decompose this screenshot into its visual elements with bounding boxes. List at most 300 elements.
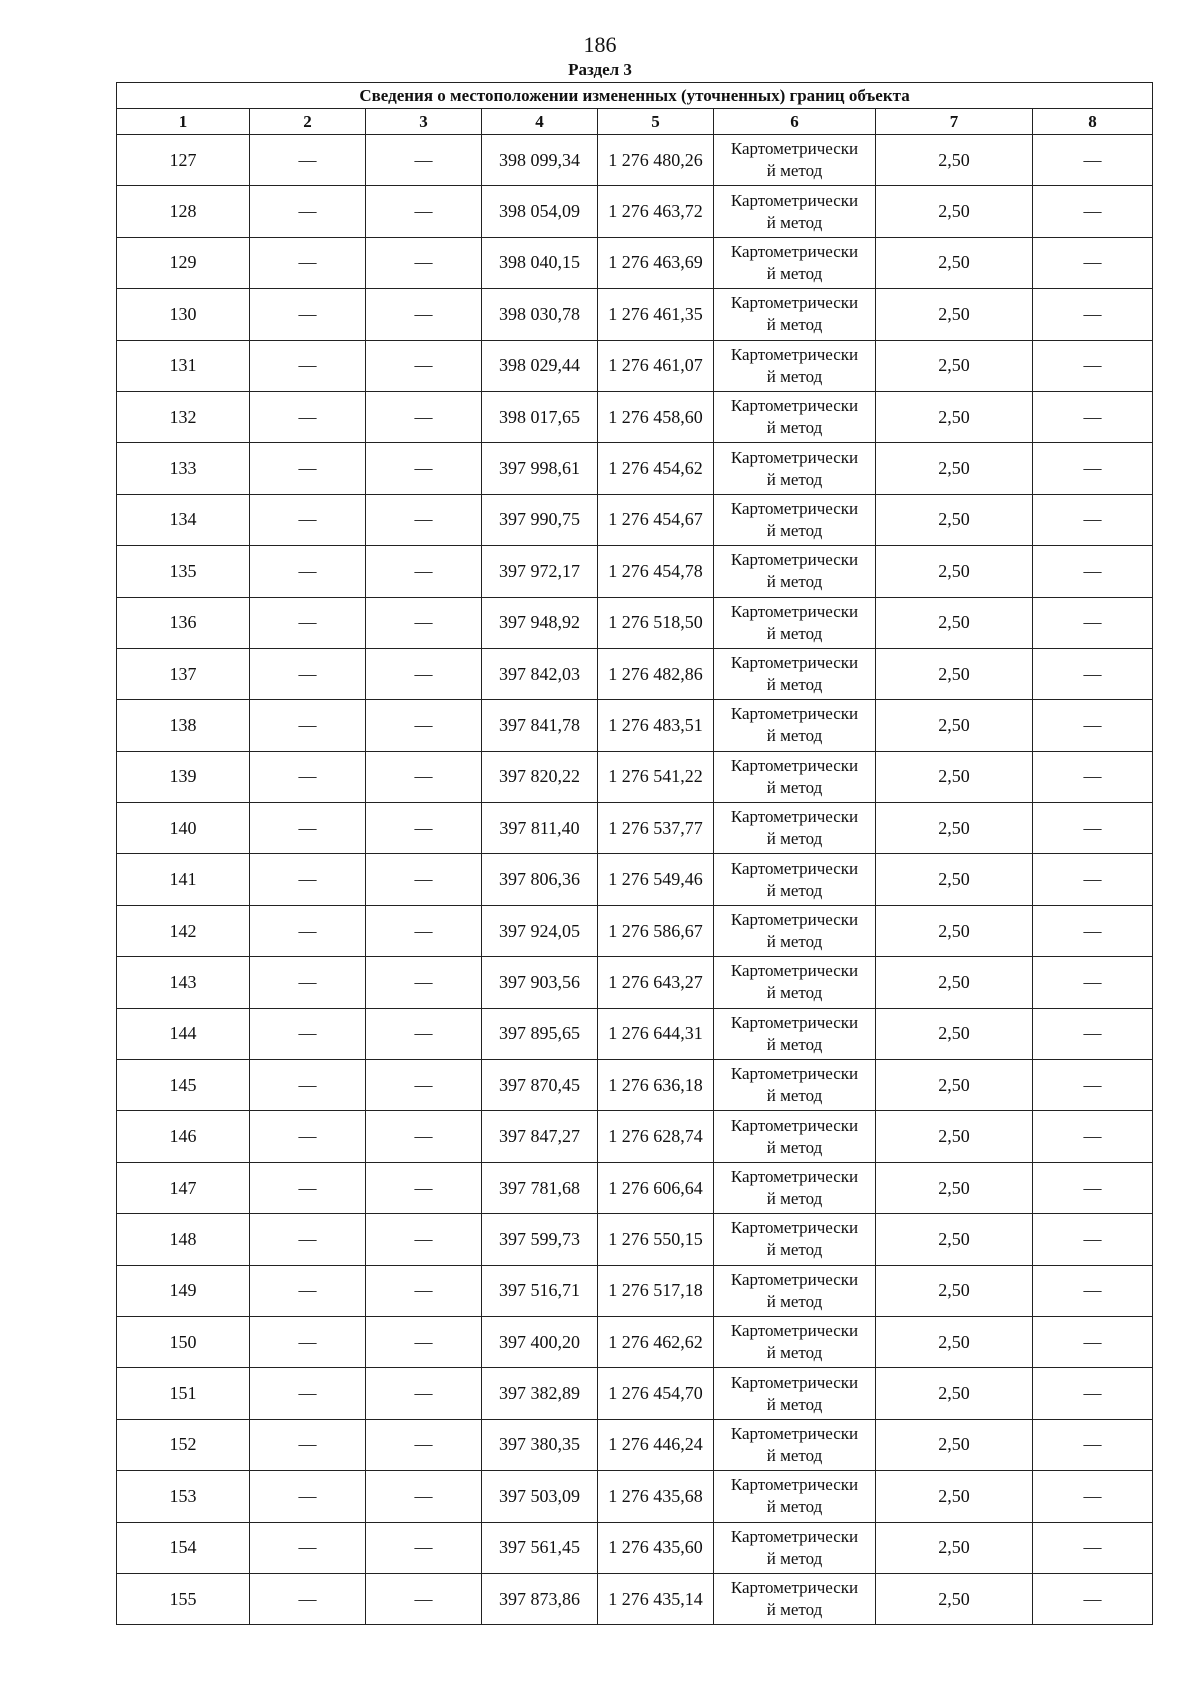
x-coordinate-cell: 397 841,78 bbox=[482, 700, 598, 751]
y-coordinate-cell: 1 276 636,18 bbox=[598, 1060, 714, 1111]
table-row bbox=[117, 391, 1153, 442]
y-coordinate-cell: 1 276 644,31 bbox=[598, 1008, 714, 1059]
method-text-line: Картометрически bbox=[730, 550, 859, 570]
method-cell bbox=[714, 494, 876, 545]
column-8-cell: — bbox=[1033, 597, 1153, 648]
column-3-cell: — bbox=[366, 1060, 482, 1111]
table-row bbox=[117, 135, 1153, 186]
column-8-cell: — bbox=[1033, 957, 1153, 1008]
column-number: 6 bbox=[714, 109, 876, 135]
page-number: 186 bbox=[583, 32, 617, 57]
table-caption-row bbox=[117, 83, 1153, 109]
column-2-cell: — bbox=[250, 1214, 366, 1265]
column-8-cell: — bbox=[1033, 494, 1153, 545]
x-coordinate-cell: 397 870,45 bbox=[482, 1060, 598, 1111]
y-coordinate-cell: 1 276 537,77 bbox=[598, 803, 714, 854]
point-number-cell: 141 bbox=[117, 854, 250, 905]
column-2-cell: — bbox=[250, 1060, 366, 1111]
method-cell bbox=[714, 1214, 876, 1265]
column-8-cell: — bbox=[1033, 1573, 1153, 1624]
point-number-cell: 132 bbox=[117, 391, 250, 442]
column-2-cell: — bbox=[250, 1471, 366, 1522]
column-3-cell: — bbox=[366, 1368, 482, 1419]
table-row bbox=[117, 1522, 1153, 1573]
point-number-cell: 139 bbox=[117, 751, 250, 802]
accuracy-cell: 2,50 bbox=[876, 1419, 1033, 1470]
y-coordinate-cell: 1 276 483,51 bbox=[598, 700, 714, 751]
method-cell bbox=[714, 1573, 876, 1624]
method-text-line: й метод bbox=[766, 161, 823, 181]
point-number-cell: 128 bbox=[117, 186, 250, 237]
accuracy-cell: 2,50 bbox=[876, 1522, 1033, 1573]
column-8-cell: — bbox=[1033, 289, 1153, 340]
method-cell bbox=[714, 803, 876, 854]
column-3-cell: — bbox=[366, 751, 482, 802]
method-text-line: Картометрически bbox=[730, 704, 859, 724]
y-coordinate-cell: 1 276 550,15 bbox=[598, 1214, 714, 1265]
column-2-cell: — bbox=[250, 1573, 366, 1624]
table-row bbox=[117, 186, 1153, 237]
method-text-line: Картометрически bbox=[730, 1012, 859, 1032]
y-coordinate-cell: 1 276 518,50 bbox=[598, 597, 714, 648]
column-8-cell: — bbox=[1033, 1008, 1153, 1059]
method-cell bbox=[714, 905, 876, 956]
method-cell bbox=[714, 135, 876, 186]
method-text-line: й метод bbox=[766, 623, 823, 643]
method-text-line: Картометрически bbox=[730, 1475, 859, 1495]
x-coordinate-cell: 397 400,20 bbox=[482, 1316, 598, 1367]
point-number-cell: 150 bbox=[117, 1316, 250, 1367]
method-cell bbox=[714, 1316, 876, 1367]
y-coordinate-cell: 1 276 628,74 bbox=[598, 1111, 714, 1162]
column-3-cell: — bbox=[366, 340, 482, 391]
column-8-cell: — bbox=[1033, 340, 1153, 391]
point-number-cell: 127 bbox=[117, 135, 250, 186]
column-2-cell: — bbox=[250, 237, 366, 288]
column-3-cell: — bbox=[366, 1316, 482, 1367]
accuracy-cell: 2,50 bbox=[876, 957, 1033, 1008]
method-text-line: Картометрически bbox=[730, 396, 859, 416]
x-coordinate-cell: 397 820,22 bbox=[482, 751, 598, 802]
column-3-cell: — bbox=[366, 237, 482, 288]
column-3-cell: — bbox=[366, 905, 482, 956]
column-3-cell: — bbox=[366, 135, 482, 186]
column-8-cell: — bbox=[1033, 1419, 1153, 1470]
table-row bbox=[117, 237, 1153, 288]
table-row bbox=[117, 1316, 1153, 1367]
y-coordinate-cell: 1 276 541,22 bbox=[598, 751, 714, 802]
x-coordinate-cell: 398 040,15 bbox=[482, 237, 598, 288]
method-text-line: Картометрически bbox=[730, 1115, 859, 1135]
column-3-cell: — bbox=[366, 186, 482, 237]
table-row bbox=[117, 1419, 1153, 1470]
column-8-cell: — bbox=[1033, 1471, 1153, 1522]
accuracy-cell: 2,50 bbox=[876, 648, 1033, 699]
column-8-cell: — bbox=[1033, 1368, 1153, 1419]
x-coordinate-cell: 397 895,65 bbox=[482, 1008, 598, 1059]
column-3-cell: — bbox=[366, 854, 482, 905]
x-coordinate-cell: 398 029,44 bbox=[482, 340, 598, 391]
method-text-line: Картометрически bbox=[730, 1269, 859, 1289]
method-cell bbox=[714, 391, 876, 442]
column-8-cell: — bbox=[1033, 135, 1153, 186]
accuracy-cell: 2,50 bbox=[876, 237, 1033, 288]
method-text-line: Картометрически bbox=[730, 755, 859, 775]
method-text-line: Картометрически bbox=[730, 601, 859, 621]
table-row bbox=[117, 1060, 1153, 1111]
method-text-line: Картометрически bbox=[730, 653, 859, 673]
point-number-cell: 131 bbox=[117, 340, 250, 391]
column-3-cell: — bbox=[366, 1214, 482, 1265]
method-text-line: Картометрически bbox=[730, 1423, 859, 1443]
column-3-cell: — bbox=[366, 1111, 482, 1162]
method-text-line: Картометрически bbox=[730, 1064, 859, 1084]
method-cell bbox=[714, 237, 876, 288]
accuracy-cell: 2,50 bbox=[876, 854, 1033, 905]
x-coordinate-cell: 397 998,61 bbox=[482, 443, 598, 494]
point-number-cell: 140 bbox=[117, 803, 250, 854]
method-cell bbox=[714, 1265, 876, 1316]
method-text-line: Картометрически bbox=[730, 807, 859, 827]
y-coordinate-cell: 1 276 463,69 bbox=[598, 237, 714, 288]
column-3-cell: — bbox=[366, 443, 482, 494]
y-coordinate-cell: 1 276 461,07 bbox=[598, 340, 714, 391]
accuracy-cell: 2,50 bbox=[876, 751, 1033, 802]
point-number-cell: 136 bbox=[117, 597, 250, 648]
column-3-cell: — bbox=[366, 597, 482, 648]
column-2-cell: — bbox=[250, 803, 366, 854]
column-3-cell: — bbox=[366, 1573, 482, 1624]
table-row bbox=[117, 1214, 1153, 1265]
table-row bbox=[117, 1265, 1153, 1316]
column-8-cell: — bbox=[1033, 803, 1153, 854]
method-text-line: Картометрически bbox=[730, 910, 859, 930]
accuracy-cell: 2,50 bbox=[876, 1162, 1033, 1213]
boundary-coordinates-table bbox=[116, 82, 1153, 1625]
method-cell bbox=[714, 443, 876, 494]
y-coordinate-cell: 1 276 517,18 bbox=[598, 1265, 714, 1316]
y-coordinate-cell: 1 276 454,70 bbox=[598, 1368, 714, 1419]
x-coordinate-cell: 397 972,17 bbox=[482, 546, 598, 597]
method-cell bbox=[714, 1060, 876, 1111]
method-text-line: Картометрически bbox=[730, 1526, 859, 1546]
column-2-cell: — bbox=[250, 751, 366, 802]
method-text-line: й метод bbox=[766, 726, 823, 746]
column-8-cell: — bbox=[1033, 648, 1153, 699]
table-row bbox=[117, 1368, 1153, 1419]
point-number-cell: 155 bbox=[117, 1573, 250, 1624]
column-number: 8 bbox=[1033, 109, 1153, 135]
accuracy-cell: 2,50 bbox=[876, 1214, 1033, 1265]
point-number-cell: 129 bbox=[117, 237, 250, 288]
column-8-cell: — bbox=[1033, 443, 1153, 494]
column-8-cell: — bbox=[1033, 1111, 1153, 1162]
table-body bbox=[117, 135, 1153, 1625]
x-coordinate-cell: 397 924,05 bbox=[482, 905, 598, 956]
point-number-cell: 153 bbox=[117, 1471, 250, 1522]
section-title: Раздел 3 bbox=[568, 60, 632, 79]
accuracy-cell: 2,50 bbox=[876, 186, 1033, 237]
point-number-cell: 149 bbox=[117, 1265, 250, 1316]
x-coordinate-cell: 397 948,92 bbox=[482, 597, 598, 648]
column-8-cell: — bbox=[1033, 1522, 1153, 1573]
accuracy-cell: 2,50 bbox=[876, 1316, 1033, 1367]
method-text-line: Картометрически bbox=[730, 1372, 859, 1392]
column-2-cell: — bbox=[250, 186, 366, 237]
method-text-line: й метод bbox=[766, 983, 823, 1003]
point-number-cell: 144 bbox=[117, 1008, 250, 1059]
method-text-line: Картометрически bbox=[730, 961, 859, 981]
x-coordinate-cell: 398 054,09 bbox=[482, 186, 598, 237]
column-2-cell: — bbox=[250, 443, 366, 494]
accuracy-cell: 2,50 bbox=[876, 597, 1033, 648]
method-text-line: й метод bbox=[766, 1394, 823, 1414]
point-number-cell: 143 bbox=[117, 957, 250, 1008]
point-number-cell: 130 bbox=[117, 289, 250, 340]
accuracy-cell: 2,50 bbox=[876, 340, 1033, 391]
column-3-cell: — bbox=[366, 1162, 482, 1213]
point-number-cell: 146 bbox=[117, 1111, 250, 1162]
x-coordinate-cell: 398 017,65 bbox=[482, 391, 598, 442]
column-2-cell: — bbox=[250, 597, 366, 648]
point-number-cell: 145 bbox=[117, 1060, 250, 1111]
column-8-cell: — bbox=[1033, 1316, 1153, 1367]
table-row bbox=[117, 1162, 1153, 1213]
method-text-line: й метод bbox=[766, 1137, 823, 1157]
method-cell bbox=[714, 957, 876, 1008]
y-coordinate-cell: 1 276 549,46 bbox=[598, 854, 714, 905]
column-3-cell: — bbox=[366, 1008, 482, 1059]
method-text-line: й метод bbox=[766, 1291, 823, 1311]
table-row bbox=[117, 546, 1153, 597]
accuracy-cell: 2,50 bbox=[876, 494, 1033, 545]
method-text-line: й метод bbox=[766, 1086, 823, 1106]
column-3-cell: — bbox=[366, 289, 482, 340]
y-coordinate-cell: 1 276 446,24 bbox=[598, 1419, 714, 1470]
column-2-cell: — bbox=[250, 1316, 366, 1367]
accuracy-cell: 2,50 bbox=[876, 1573, 1033, 1624]
table-row bbox=[117, 854, 1153, 905]
method-cell bbox=[714, 1111, 876, 1162]
x-coordinate-cell: 397 380,35 bbox=[482, 1419, 598, 1470]
accuracy-cell: 2,50 bbox=[876, 135, 1033, 186]
method-cell bbox=[714, 546, 876, 597]
point-number-cell: 135 bbox=[117, 546, 250, 597]
x-coordinate-cell: 397 516,71 bbox=[482, 1265, 598, 1316]
method-text-line: й метод bbox=[766, 572, 823, 592]
column-2-cell: — bbox=[250, 546, 366, 597]
column-2-cell: — bbox=[250, 289, 366, 340]
table-row bbox=[117, 700, 1153, 751]
accuracy-cell: 2,50 bbox=[876, 905, 1033, 956]
table-row bbox=[117, 1008, 1153, 1059]
column-8-cell: — bbox=[1033, 1060, 1153, 1111]
y-coordinate-cell: 1 276 482,86 bbox=[598, 648, 714, 699]
column-2-cell: — bbox=[250, 1522, 366, 1573]
y-coordinate-cell: 1 276 643,27 bbox=[598, 957, 714, 1008]
x-coordinate-cell: 397 847,27 bbox=[482, 1111, 598, 1162]
y-coordinate-cell: 1 276 454,62 bbox=[598, 443, 714, 494]
method-text-line: й метод bbox=[766, 1034, 823, 1054]
point-number-cell: 137 bbox=[117, 648, 250, 699]
y-coordinate-cell: 1 276 458,60 bbox=[598, 391, 714, 442]
y-coordinate-cell: 1 276 435,14 bbox=[598, 1573, 714, 1624]
accuracy-cell: 2,50 bbox=[876, 1368, 1033, 1419]
x-coordinate-cell: 397 990,75 bbox=[482, 494, 598, 545]
column-2-cell: — bbox=[250, 1111, 366, 1162]
column-8-cell: — bbox=[1033, 546, 1153, 597]
column-2-cell: — bbox=[250, 854, 366, 905]
column-2-cell: — bbox=[250, 700, 366, 751]
method-text-line: й метод bbox=[766, 1189, 823, 1208]
point-number-cell: 154 bbox=[117, 1522, 250, 1573]
method-text-line: Картометрически bbox=[730, 858, 859, 878]
column-number: 2 bbox=[250, 109, 366, 135]
table-row bbox=[117, 289, 1153, 340]
method-text-line: Картометрически bbox=[730, 241, 859, 261]
point-number-cell: 147 bbox=[117, 1162, 250, 1213]
accuracy-cell: 2,50 bbox=[876, 1111, 1033, 1162]
column-number: 3 bbox=[366, 109, 482, 135]
column-number-row bbox=[117, 109, 1153, 135]
x-coordinate-cell: 397 811,40 bbox=[482, 803, 598, 854]
column-8-cell: — bbox=[1033, 1265, 1153, 1316]
y-coordinate-cell: 1 276 454,78 bbox=[598, 546, 714, 597]
accuracy-cell: 2,50 bbox=[876, 391, 1033, 442]
method-text-line: й метод bbox=[766, 777, 823, 797]
x-coordinate-cell: 397 842,03 bbox=[482, 648, 598, 699]
table-row bbox=[117, 905, 1153, 956]
point-number-cell: 151 bbox=[117, 1368, 250, 1419]
table-row bbox=[117, 751, 1153, 802]
method-text-line: й метод bbox=[766, 829, 823, 849]
column-2-cell: — bbox=[250, 1008, 366, 1059]
column-8-cell: — bbox=[1033, 751, 1153, 802]
method-text-line: Картометрически bbox=[730, 447, 859, 467]
accuracy-cell: 2,50 bbox=[876, 1471, 1033, 1522]
column-8-cell: — bbox=[1033, 1162, 1153, 1213]
column-2-cell: — bbox=[250, 1419, 366, 1470]
y-coordinate-cell: 1 276 461,35 bbox=[598, 289, 714, 340]
point-number-cell: 138 bbox=[117, 700, 250, 751]
column-3-cell: — bbox=[366, 1522, 482, 1573]
accuracy-cell: 2,50 bbox=[876, 289, 1033, 340]
method-text-line: й метод bbox=[766, 520, 823, 540]
method-cell bbox=[714, 186, 876, 237]
method-text-line: й метод bbox=[766, 366, 823, 386]
method-text-line: й метод bbox=[766, 1240, 823, 1260]
table-caption: Сведения о местоположении измененных (уточненных) границ объекта bbox=[117, 83, 1153, 109]
accuracy-cell: 2,50 bbox=[876, 1265, 1033, 1316]
column-3-cell: — bbox=[366, 1265, 482, 1316]
y-coordinate-cell: 1 276 606,64 bbox=[598, 1162, 714, 1213]
accuracy-cell: 2,50 bbox=[876, 1060, 1033, 1111]
table-row bbox=[117, 1471, 1153, 1522]
column-2-cell: — bbox=[250, 1162, 366, 1213]
method-text-line: й метод bbox=[766, 1600, 823, 1620]
column-2-cell: — bbox=[250, 648, 366, 699]
table-row bbox=[117, 803, 1153, 854]
x-coordinate-cell: 397 873,86 bbox=[482, 1573, 598, 1624]
method-cell bbox=[714, 1008, 876, 1059]
method-text-line: Картометрически bbox=[730, 139, 859, 159]
method-text-line: Картометрически bbox=[730, 1218, 859, 1238]
column-8-cell: — bbox=[1033, 854, 1153, 905]
method-text-line: й метод bbox=[766, 1497, 823, 1517]
method-text-line: й метод bbox=[766, 315, 823, 335]
column-2-cell: — bbox=[250, 905, 366, 956]
point-number-cell: 152 bbox=[117, 1419, 250, 1470]
column-3-cell: — bbox=[366, 648, 482, 699]
accuracy-cell: 2,50 bbox=[876, 546, 1033, 597]
column-3-cell: — bbox=[366, 1419, 482, 1470]
y-coordinate-cell: 1 276 462,62 bbox=[598, 1316, 714, 1367]
y-coordinate-cell: 1 276 586,67 bbox=[598, 905, 714, 956]
column-number: 1 bbox=[117, 109, 250, 135]
method-cell bbox=[714, 700, 876, 751]
y-coordinate-cell: 1 276 454,67 bbox=[598, 494, 714, 545]
column-2-cell: — bbox=[250, 391, 366, 442]
x-coordinate-cell: 398 030,78 bbox=[482, 289, 598, 340]
accuracy-cell: 2,50 bbox=[876, 1008, 1033, 1059]
accuracy-cell: 2,50 bbox=[876, 443, 1033, 494]
method-text-line: Картометрически bbox=[730, 1578, 859, 1598]
method-text-line: й метод bbox=[766, 675, 823, 695]
point-number-cell: 134 bbox=[117, 494, 250, 545]
method-cell bbox=[714, 751, 876, 802]
method-cell bbox=[714, 648, 876, 699]
column-3-cell: — bbox=[366, 1471, 482, 1522]
method-cell bbox=[714, 340, 876, 391]
column-8-cell: — bbox=[1033, 237, 1153, 288]
method-cell bbox=[714, 854, 876, 905]
method-text-line: й метод bbox=[766, 469, 823, 489]
x-coordinate-cell: 397 903,56 bbox=[482, 957, 598, 1008]
column-3-cell: — bbox=[366, 957, 482, 1008]
column-8-cell: — bbox=[1033, 905, 1153, 956]
method-text-line: Картометрически bbox=[730, 1167, 859, 1186]
column-2-cell: — bbox=[250, 1265, 366, 1316]
column-3-cell: — bbox=[366, 391, 482, 442]
method-text-line: й метод bbox=[766, 263, 823, 283]
table-row bbox=[117, 340, 1153, 391]
method-text-line: й метод bbox=[766, 212, 823, 232]
method-cell bbox=[714, 289, 876, 340]
column-2-cell: — bbox=[250, 340, 366, 391]
y-coordinate-cell: 1 276 480,26 bbox=[598, 135, 714, 186]
column-3-cell: — bbox=[366, 494, 482, 545]
table-row bbox=[117, 648, 1153, 699]
point-number-cell: 133 bbox=[117, 443, 250, 494]
method-text-line: Картометрически bbox=[730, 344, 859, 364]
column-3-cell: — bbox=[366, 803, 482, 854]
x-coordinate-cell: 397 599,73 bbox=[482, 1214, 598, 1265]
column-2-cell: — bbox=[250, 1368, 366, 1419]
column-8-cell: — bbox=[1033, 700, 1153, 751]
x-coordinate-cell: 397 561,45 bbox=[482, 1522, 598, 1573]
table-row bbox=[117, 597, 1153, 648]
method-cell bbox=[714, 1522, 876, 1573]
column-8-cell: — bbox=[1033, 1214, 1153, 1265]
column-number: 5 bbox=[598, 109, 714, 135]
method-text-line: й метод bbox=[766, 418, 823, 438]
point-number-cell: 142 bbox=[117, 905, 250, 956]
method-cell bbox=[714, 1419, 876, 1470]
method-cell bbox=[714, 1368, 876, 1419]
table-row bbox=[117, 1573, 1153, 1624]
method-cell bbox=[714, 1471, 876, 1522]
column-2-cell: — bbox=[250, 494, 366, 545]
